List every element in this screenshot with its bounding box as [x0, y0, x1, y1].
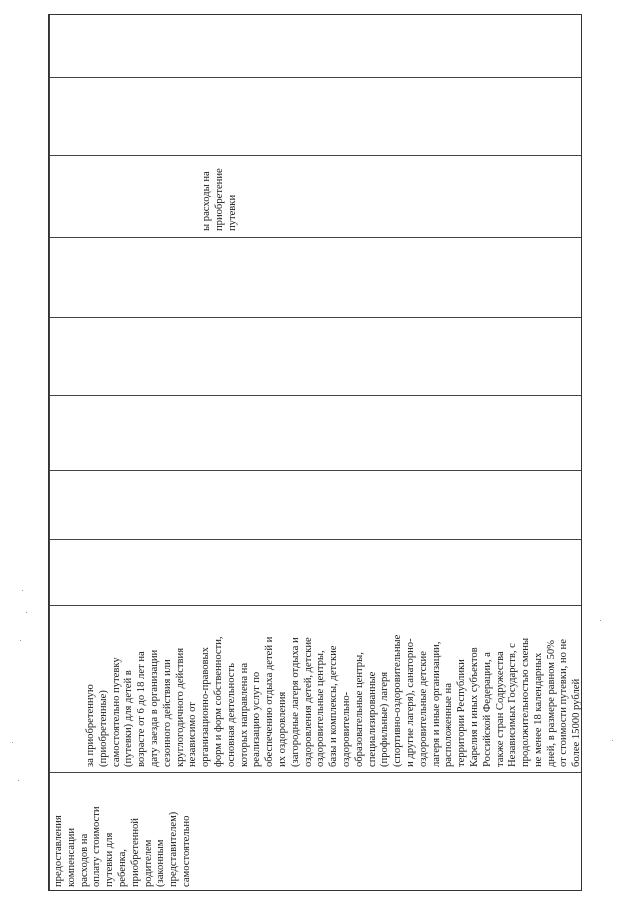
scan-speck	[20, 640, 21, 641]
cell-service-name: предоставления компенсации расходов на оплату стоимости путевки для ребенка, приобретенной родителем (законным представителем) самостоятельно	[53, 806, 192, 887]
scan-speck	[600, 620, 601, 621]
table-divider	[49, 155, 581, 156]
scan-speck	[22, 590, 23, 591]
table-border	[49, 15, 50, 890]
scan-speck	[26, 612, 27, 613]
table-divider	[49, 539, 581, 540]
cell-expenses-note: ы расходы на приобретение путевки	[201, 168, 238, 231]
cell-description: за приобретенную (приобретенные) самостоятельно путевку (путевки) для детей в возрасте от 6 до 18 лет на дату заезда в организации сезонного действия или круглогодичного действия независимо от организационно-правовых форм и форм собственности, основная деятельность которых направлена на реализацию услуг по обеспечению отдыха детей и их оздоровления (загородные лагеря отдыха и оздоровления детей, детские оздоровительные центры, базы и комплексы, детские оздоровительно- образовательные центры, специализированные (профильные) лагеря (спортивно-оздоровительные и другие лагеря), санаторно- оздоровительные детские лагеря и иные организации, расположенные на территории Республики Карелия и иных субъектов Российской Федерации, а также стран Содружества Независимых Государств, с продолжительностью смены не менее 18 календарных дней, в размере равном 50% от стоимости путевки, но не более 15000 рублей	[85, 634, 583, 767]
table-divider	[49, 237, 581, 238]
rotated-table	[48, 14, 582, 891]
table-divider	[49, 317, 581, 318]
table-divider	[49, 772, 581, 773]
scan-speck	[18, 780, 19, 781]
scan-speck	[12, 742, 13, 743]
table-divider	[49, 470, 581, 471]
table-divider	[49, 77, 581, 78]
table-divider	[49, 395, 581, 396]
scan-speck	[612, 740, 613, 741]
